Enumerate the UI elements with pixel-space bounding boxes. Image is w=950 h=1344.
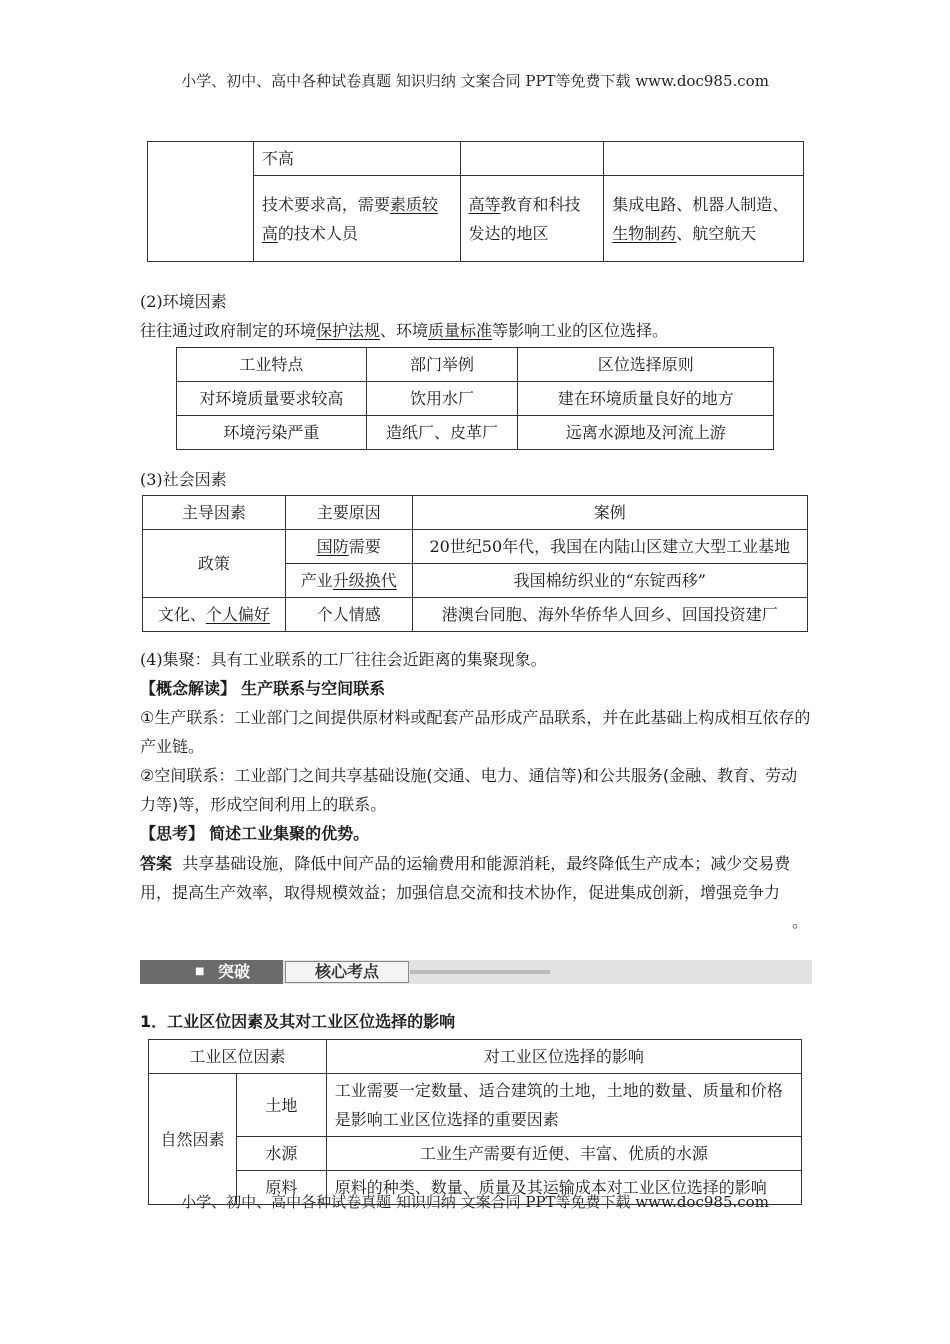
- table-header: 对工业区位选择的影响: [326, 1040, 801, 1074]
- table-cell: 20世纪50年代，我国在内陆山区建立大型工业基地: [412, 530, 807, 564]
- table-cell: 土地: [236, 1074, 326, 1137]
- table-header: 主要原因: [285, 496, 412, 530]
- section1-title: 1．工业区位因素及其对工业区位选择的影响: [140, 1012, 456, 1031]
- concept-p2: ②空间联系：工业部门之间共享基础设施(交通、电力、通信等)和公共服务(金融、教育、劳动力等)等，形成空间利用上的联系。: [140, 766, 798, 814]
- table-cell: 建在环境质量良好的地方: [518, 382, 774, 416]
- table-cell: 我国棉纺织业的“东锭西移”: [412, 564, 807, 598]
- table-header: 工业区位因素: [149, 1040, 327, 1074]
- table-cell: 工业需要一定数量、适合建筑的土地，土地的数量、质量和价格是影响工业区位选择的重要因素: [326, 1074, 801, 1137]
- table-cell: 自然因素: [149, 1074, 237, 1205]
- table-cell: 港澳台同胞、海外华侨华人回乡、回国投资建厂: [412, 598, 807, 632]
- concept-heading: 【概念解读】 生产联系与空间联系: [140, 679, 386, 698]
- table-cell: 集成电路、机器人制造、生物制药、航空航天: [604, 176, 804, 262]
- section1-table: [148, 1039, 802, 1205]
- table-cell: 技术要求高，需要素质较高的技术人员: [253, 176, 460, 262]
- table-cell: 远离水源地及河流上游: [518, 416, 774, 450]
- social-heading: (3)社会因素: [140, 470, 227, 489]
- table-cell: 造纸厂、皮革厂: [366, 416, 518, 450]
- page-footer: 小学、初中、高中各种试卷真题 知识归纳 文案合同 PPT等免费下载 www.doc985.com: [181, 1193, 769, 1211]
- table-cell: 饮用水厂: [366, 382, 518, 416]
- env-intro: 往往通过政府制定的环境保护法规、环境质量标准等影响工业的区位选择。: [140, 321, 669, 340]
- table-cell: 文化、个人偏好: [143, 598, 286, 632]
- agglomeration-text: (4)集聚：具有工业联系的工厂往往会近距离的集聚现象。: [140, 650, 547, 669]
- table-cell: 水源: [236, 1137, 326, 1171]
- page-header: 小学、初中、高中各种试卷真题 知识归纳 文案合同 PPT等免费下载 www.doc985.com: [181, 72, 769, 90]
- think-answer: 答案 共享基础设施，降低中间产品的运输费用和能源消耗，最终降低生产成本；减少交易费用，提高生产效率，取得规模效益；加强信息交流和技术协作，促进集成创新，增强竞争力: [140, 854, 791, 902]
- table-cell: 政策: [143, 530, 286, 598]
- env-heading: (2)环境因素: [140, 292, 227, 311]
- table-cell: 原料的种类、数量、质量及其运输成本对工业区位选择的影响: [326, 1171, 801, 1205]
- table-cell: 个人情感: [285, 598, 412, 632]
- square-icon: ■: [195, 966, 205, 977]
- table-header: 部门举例: [366, 348, 518, 382]
- table-cell: 不高: [253, 142, 460, 176]
- table-header: 工业特点: [177, 348, 367, 382]
- section-bar-right: 核心考点: [285, 961, 409, 983]
- section-bar: [140, 960, 812, 984]
- social-table: [142, 495, 808, 632]
- section-bar-left: ■ 突破: [140, 960, 283, 984]
- concept-p1: ①生产联系：工业部门之间提供原材料或配套产品形成产品联系，并在此基础上构成相互依存的产业链。: [140, 708, 811, 756]
- table-cell: 产业升级换代: [285, 564, 412, 598]
- answer-end-mark: 。: [792, 912, 809, 931]
- table-cell: 国防需要: [285, 530, 412, 564]
- table-cell: 环境污染严重: [177, 416, 367, 450]
- table-header: 主导因素: [143, 496, 286, 530]
- blank-cell: [148, 142, 254, 262]
- table-cell: 对环境质量要求较高: [177, 382, 367, 416]
- industry-table-continued: [147, 141, 804, 262]
- table-header: 案例: [412, 496, 807, 530]
- table-cell: 高等教育和科技发达的地区: [460, 176, 604, 262]
- table-cell: 原料: [236, 1171, 326, 1205]
- env-table: [176, 347, 774, 450]
- think-heading: 【思考】 简述工业集聚的优势。: [140, 824, 370, 843]
- table-header: 区位选择原则: [518, 348, 774, 382]
- table-cell: 工业生产需要有近便、丰富、优质的水源: [326, 1137, 801, 1171]
